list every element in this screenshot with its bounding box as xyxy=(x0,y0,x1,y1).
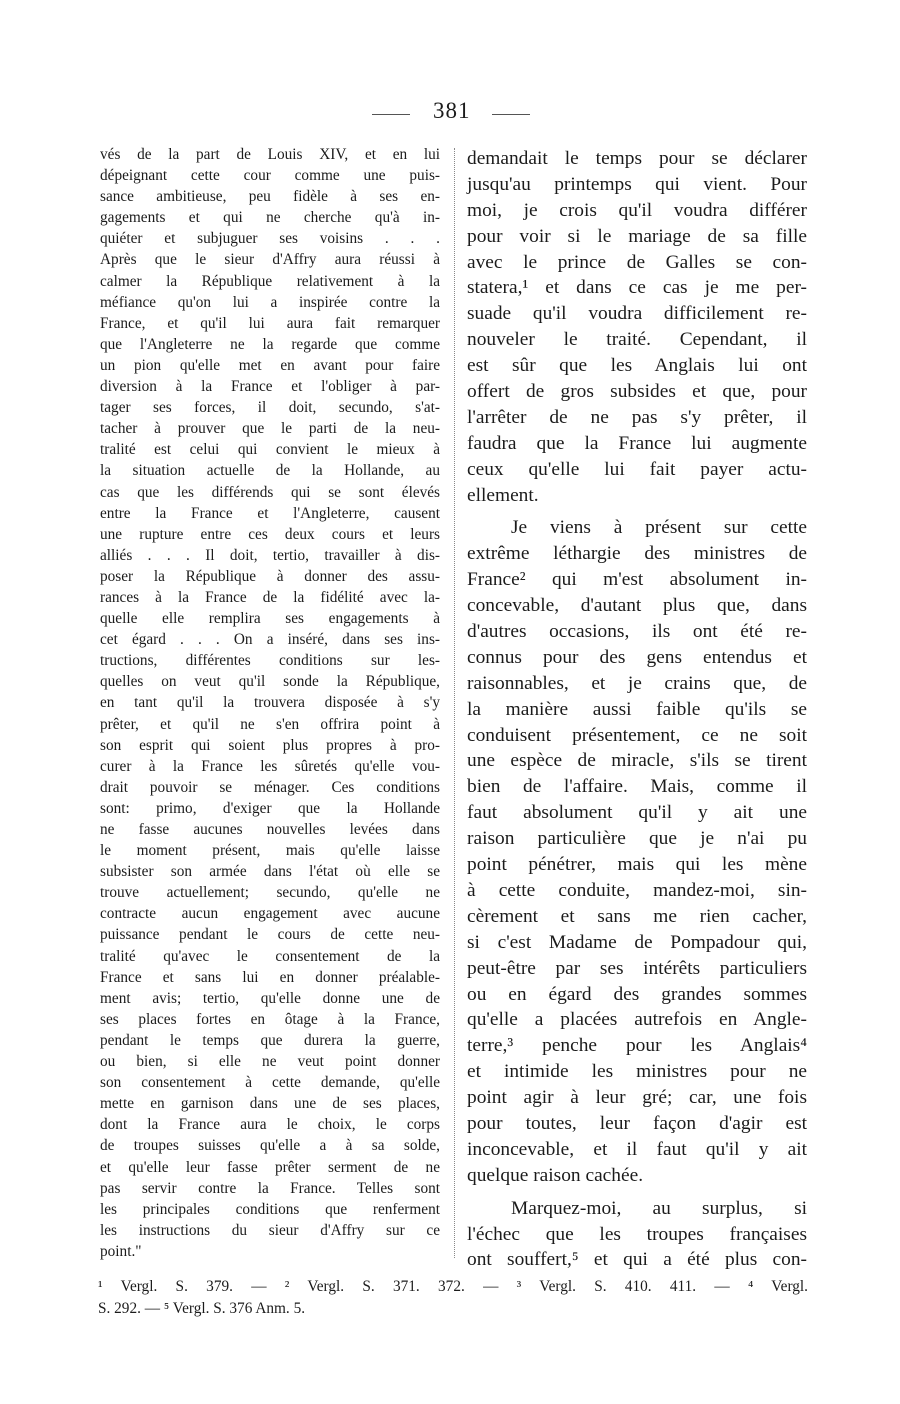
paragraph-1-line: jusqu'au printemps qui vient. Pour xyxy=(467,173,807,195)
left-column-text xyxy=(100,144,440,1262)
left-column-line: prêter, et qu'il ne s'en offrira point à xyxy=(100,715,440,733)
left-column-line: France et sans lui en donner préalable- xyxy=(100,968,440,986)
paragraph-2-line: point agir à leur gré; car, une fois xyxy=(467,1087,807,1109)
left-column-line: méfiance qu'on lui a inspirée contre la xyxy=(100,293,440,311)
left-column-line: cet égard . . . On a inséré, dans ses ins- xyxy=(100,631,440,649)
left-column-line: sont: primo, d'exiger que la Hollande xyxy=(100,799,440,817)
paragraph-1-line: est sûr que les Anglais lui ont xyxy=(467,355,807,377)
left-column-line: ses places fortes en ôtage à la France, xyxy=(100,1010,440,1028)
page-header xyxy=(0,98,900,132)
paragraph-2-line: pour toutes, leur façon d'agir est xyxy=(467,1112,807,1134)
paragraph-2-line: raisonnables, et je crains que, de xyxy=(467,672,807,694)
left-column-line: dépeignant cette cour comme une puis- xyxy=(100,167,440,185)
left-column-line: la situation actuelle de la Hollande, au xyxy=(100,462,440,480)
left-column-line: vés de la part de Louis XIV, et en lui xyxy=(100,146,440,163)
left-column-line: ou bien, si elle ne veut point donner xyxy=(100,1053,440,1071)
paragraph-1-line: ceux qu'elle lui fait payer actu- xyxy=(467,458,807,480)
paragraph-1-line: avec le prince de Galles se con- xyxy=(467,251,807,273)
paragraph-2-line: France² qui m'est absolument in- xyxy=(467,569,807,591)
header-rule-right xyxy=(492,114,530,115)
left-column-line: tager ses forces, il doit, secundo, s'at- xyxy=(100,399,440,417)
left-column-line: puissance pendant le cours de cette neu- xyxy=(100,926,440,944)
paragraph-3-line: ont souffert,⁵ et qui a été plus con- xyxy=(467,1249,807,1271)
left-column-line: drait pouvoir se ménager. Ces conditions xyxy=(100,778,440,796)
footnote-line: ¹ Vergl. S. 379. — ² Vergl. S. 371. 372. — ³ Vergl. S. 410. 411. — ⁴ Vergl. xyxy=(98,1278,808,1295)
paragraph-gap xyxy=(467,508,807,515)
paragraph-2-line: quelque raison cachée. xyxy=(467,1164,644,1186)
paragraph-3-line: l'échec que les troupes françaises xyxy=(467,1223,807,1245)
left-column-line: son consentement à cette demande, qu'elle xyxy=(100,1074,440,1092)
paragraph-1-line: pour voir si le mariage de sa fille xyxy=(467,225,807,247)
page-number: 381 xyxy=(433,98,471,123)
paragraph-2-line: cèrement et sans me rien cacher, xyxy=(467,905,807,927)
left-column-line: sance ambitieuse, peu fidèle à ses en- xyxy=(100,188,440,206)
paragraph-2-line: Je viens à présent sur cette xyxy=(511,517,807,539)
left-column-line: pas servir contre la France. Telles sont xyxy=(100,1179,440,1197)
paragraph-1-line: nouveler le traité. Cependant, il xyxy=(467,329,807,351)
left-column-line: contracte aucun engagement avec aucune xyxy=(100,905,440,923)
left-column-line: ment avis; tertio, qu'elle donne une de xyxy=(100,989,440,1007)
paragraph-2-line: connus pour des gens entendus et xyxy=(467,646,807,668)
header-rule-left xyxy=(372,114,410,115)
left-column-line: le moment présent, mais qu'elle laisse xyxy=(100,842,440,860)
paragraph-2-line: point pénétrer, mais qui les mène xyxy=(467,854,807,876)
left-column-line: tacher à prouver que le parti de la neu- xyxy=(100,420,440,438)
left-column-line: les instructions du sieur d'Affry sur ce xyxy=(100,1221,440,1239)
paragraph-1-line: statera,¹ et dans ce cas je me per- xyxy=(467,277,807,299)
left-column-line: gagements et qui ne cherche qu'à in- xyxy=(100,209,440,227)
left-column-line: son esprit qui soient plus propres à pro- xyxy=(100,736,440,754)
left-column-line: quiéter et subjuguer ses voisins . . . xyxy=(100,230,440,248)
paragraph-2-line: à cette conduite, mandez-moi, sin- xyxy=(467,879,807,901)
paragraph-2-line: la manière aussi faible qu'ils se xyxy=(467,698,807,720)
left-column-line: mette en garnison dans une de ses places, xyxy=(100,1095,440,1113)
left-column-line: quelles on veut qu'il sonde la République, xyxy=(100,673,440,691)
paragraph-2-line: faut absolument qu'il y ait une xyxy=(467,802,807,824)
paragraph-2-line: ou en égard des grandes sommes xyxy=(467,983,807,1005)
left-column-line: de troupes suisses qu'elle a à sa solde, xyxy=(100,1137,440,1155)
left-column-line: en tant qu'il la trouvera disposée à s'y xyxy=(100,694,440,712)
left-column-line: une rupture entre ces deux cours et leurs xyxy=(100,525,440,543)
left-column-line: un pion qu'elle met en avant pour faire xyxy=(100,356,440,374)
left-column-line: alliés . . . Il doit, tertio, travailler à dis- xyxy=(100,546,440,564)
left-column-line: entre la France et l'Angleterre, causent xyxy=(100,504,440,522)
right-column-text xyxy=(467,146,807,1273)
left-column-line: tructions, différentes conditions sur les- xyxy=(100,652,440,670)
left-column-line: diversion à la France et l'obliger à par- xyxy=(100,378,440,396)
paragraph-1-line: offert de gros subsides et que, pour xyxy=(467,381,807,403)
left-column-line: rances à la France de la fidélité avec la- xyxy=(100,588,440,606)
left-column-line: calmer la République relativement à la xyxy=(100,272,440,290)
left-column-line: et qu'elle leur fasse prêter serment de ne xyxy=(100,1158,440,1176)
paragraph-1-line: demandait le temps pour se déclarer xyxy=(467,148,807,169)
paragraph-1-line: suade qu'il voudra difficilement re- xyxy=(467,303,807,325)
paragraph-2-line: concevable, d'autant plus que, dans xyxy=(467,595,807,617)
left-column-line: trouve actuellement; secundo, qu'elle ne xyxy=(100,884,440,902)
paragraph-gap xyxy=(467,1189,807,1196)
paragraph-2-line: inconcevable, et il faut qu'il y ait xyxy=(467,1138,807,1160)
left-column-line: curer à la France les sûretés qu'elle vou- xyxy=(100,757,440,775)
left-column-line: Après que le sieur d'Affry aura réussi à xyxy=(100,251,440,269)
left-column-line: les principales conditions que renferment xyxy=(100,1200,440,1218)
left-column-line: point." xyxy=(100,1242,142,1260)
paragraph-1-line: faudra que la France lui augmente xyxy=(467,432,807,454)
column-divider xyxy=(454,148,455,1258)
paragraph-2-line: peut-être par ses intérêts particuliers xyxy=(467,957,807,979)
left-column-line: pendant le temps que durera la guerre, xyxy=(100,1031,440,1049)
left-column-line: tralité qu'avec le consentement de la xyxy=(100,947,440,965)
paragraph-1-line: ellement. xyxy=(467,484,539,506)
paragraph-2-line: qu'elle a placées autrefois en Angle- xyxy=(467,1009,807,1031)
paragraph-2-line: et intimide les ministres pour ne xyxy=(467,1061,807,1083)
paragraph-2-line: bien de l'affaire. Mais, comme il xyxy=(467,776,807,798)
footnotes xyxy=(98,1276,808,1319)
paragraph-2-line: terre,³ penche pour les Anglais⁴ xyxy=(467,1035,807,1057)
paragraph-2-line: une espèce de miracle, s'ils se tirent xyxy=(467,750,807,772)
left-column-line: tralité est celui qui convient le mieux à xyxy=(100,441,440,459)
left-column-line: subsister son armée dans l'état où elle se xyxy=(100,863,440,881)
paragraph-2-line: raison particulière que je n'ai pu xyxy=(467,828,807,850)
paragraph-3-line: Marquez-moi, au surplus, si xyxy=(511,1197,807,1219)
left-column-line: que l'Angleterre ne la regarde que comme xyxy=(100,335,440,353)
paragraph-2-line: extrême léthargie des ministres de xyxy=(467,543,807,565)
left-column-line: France, et qu'il lui aura fait remarquer xyxy=(100,314,440,332)
paragraph-2-line: conduisent présentement, ce ne soit xyxy=(467,724,807,746)
left-column-line: dont la France aura le choix, le corps xyxy=(100,1116,440,1134)
paragraph-2-line: d'autres occasions, ils ont été re- xyxy=(467,621,807,643)
left-column-line: cas que les différends qui se sont élevés xyxy=(100,483,440,501)
paragraph-2-line: si c'est Madame de Pompadour qui, xyxy=(467,931,807,953)
paragraph-1-line: l'arrêter de ne pas s'y prêter, il xyxy=(467,406,807,428)
paragraph-1-line: moi, je crois qu'il voudra différer xyxy=(467,199,807,221)
left-column-line: quelle elle remplira ses engagements à xyxy=(100,610,440,628)
left-column-line: ne fasse aucunes nouvelles levées dans xyxy=(100,821,440,838)
footnote-line: S. 292. — ⁵ Vergl. S. 376 Anm. 5. xyxy=(98,1299,306,1317)
left-column-line: poser la République à donner des assu- xyxy=(100,567,440,585)
